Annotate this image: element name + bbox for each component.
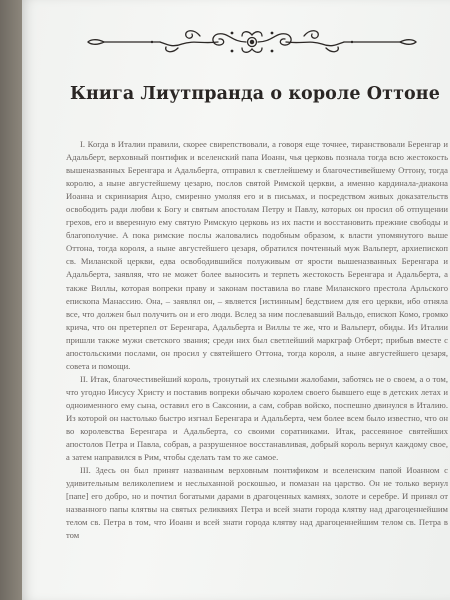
decorative-header-ornament [82,22,422,62]
paragraph: I. Когда в Италии правили, скорее свирепствовали, а говоря еще точнее, тиранствовали Беренгар и Адальберт, верховный понтифик и вселенский папа Иоанн, чья церковь познала тогда всю жестокость вышеназванных Беренгара и Адальберта, отправил к светлейшему и благочестивейшему Оттону, тогда королю, а ныне августейшему цезарю, послов святой Римской церкви, а именно кардинала-диакона Иоанна и скриниария Ацзо, смиренно умоляя его и в письмах, и посредством живых доказательств освободить ради любви к Богу и святым апостолам Петру и Павлу, которых он просил об отпущении грехов, его и вверенную ему святую Римскую церковь из их пасти и восстановить прежние свободы и благополучие. А пока римские послы жаловались подобным образом, к власти упомянутого выше Оттона, тогда короля, а ныне августейшего цезаря, обратился почтенный муж Вальперт, архиепископ св. Миланской церкви, едва освободившийся полуживым от ярости вышеназванных Беренгара и Адальберта, заявляя, что не может более выносить и терпеть жестокость Беренгара и Адальберта, а также Виллы, которая вопреки праву и законам поставила во главе Миланского престола Арльского епископа Манассию. Она, – заявлял он, – является [истинным] бедствием для его церкви, ибо отняла все, что должен был получить он и его люди. Вслед за ним послевавший Вальдо, епископ Комо, громко крича, что он претерпел от Беренгара, Адальберта и Виллы те же, что и Вальперт, обиды. Из Италии пришли также мужи светского звания; среди них был светлейший маркграф Отберт; прибыв вместе с апостольскими послами, он просил у святейшего Оттона, тогда короля, а ныне августейшего цезаря, совета и помощи. [66,139,448,371]
paragraph: II. Итак, благочестивейший король, тронутый их слезными жалобами, заботясь не о своем, а о том, что угодно Иисусу Христу и поставив вопреки обычаю королем своего бывшего еще в детских летах и одноименного ему сына, оставил его в Саксонии, а сам, собрав войско, поспешно двинулся в Италию. Из которой он настолько быстро изгнал Беренгара и Адальберта, чем более всем было известно, что он во королевства Беренгара и Адальберта, со своими соратниками. Итак, рассеянное святейших апостолов Петра и Павла, собрав, а разрушенное восстанавливая, добрый король вернул каждому свое, а затем направился в Рим, чтобы сделать там то же самое. [66,373,448,463]
book-page [22,0,450,600]
chapter-title: Книга Лиутпранда о короле Оттоне [70,84,440,104]
book-spine-shadow [0,0,24,600]
chapter-body [66,138,448,588]
paragraph: III. Здесь он был принят названным верховным понтификом и вселенским папой Иоанном с удивительным великолепием и неслыханной роскошью, и помазан на царство. Он не только вернул [папе] его добро, но и почтил богатыми дарами в драгоценных камнях, золоте и серебре. И принял от названного папы клятвы на святых реликвиях Петра и всей знати города клятву над драгоценнейшим телом св. Петра в том, что Иоанн и всей знати города клятву над драгоценнейшим телом св. Петра в том [66,465,448,541]
